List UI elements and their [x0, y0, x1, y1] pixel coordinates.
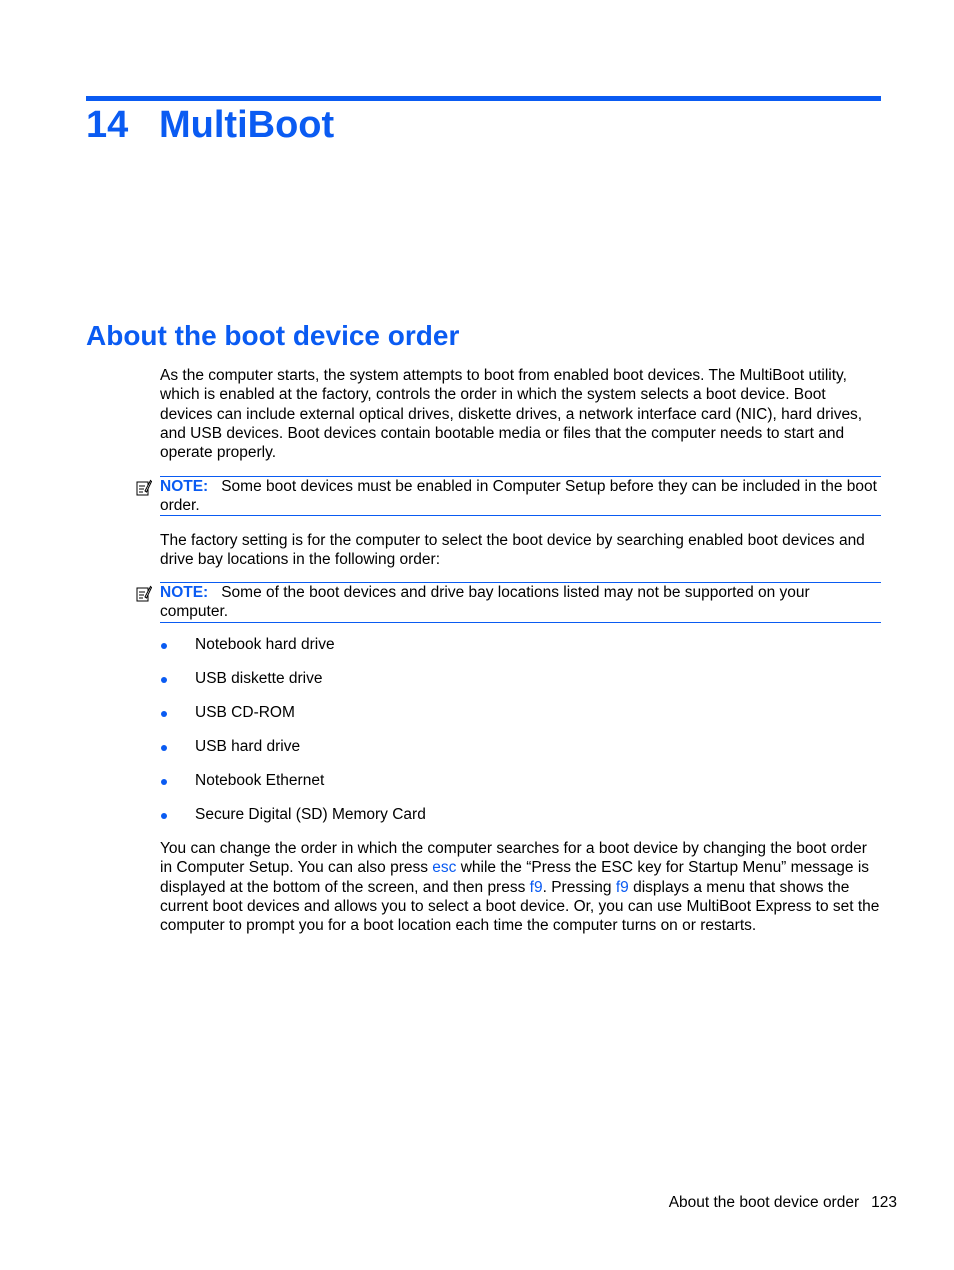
paragraph-text: You can change the order in which the computer searches for a boot device by changing the boot order in Computer Setup. You can also press	[160, 840, 867, 877]
factory-order-paragraph: The factory setting is for the computer to select the boot device by searching enabled boot devices and drive bay locations in the following order:	[160, 532, 865, 569]
boot-order-list	[160, 635, 860, 839]
change-order-paragraph	[160, 839, 882, 935]
list-item	[160, 771, 860, 805]
note-text: Some of the boot devices and drive bay locations listed may not be supported on your computer.	[160, 584, 810, 621]
chapter-name: MultiBoot	[159, 104, 335, 146]
list-item	[160, 635, 860, 669]
bullet-icon	[161, 643, 167, 649]
list-item-text: Notebook Ethernet	[195, 772, 325, 789]
chapter-title	[86, 101, 334, 149]
bullet-icon	[161, 677, 167, 683]
f9-key-link[interactable]: f9	[529, 878, 543, 896]
paragraph-text: while the “Press the ESC key for Startup Menu” message is displayed at the bottom of the screen, and then press	[160, 859, 870, 896]
list-item	[160, 703, 860, 737]
paragraph-text: displays a menu that shows the current boot devices and allows you to select a boot device. Or, you can use MultiBoot Express to set the computer to prompt you for a boot location each time the computer turns on or restarts.	[160, 878, 880, 935]
list-item-text: Notebook hard drive	[195, 636, 335, 653]
bullet-icon	[161, 779, 167, 785]
note-box	[160, 476, 881, 516]
list-item	[160, 737, 860, 771]
bullet-icon	[161, 711, 167, 717]
list-item-text: USB hard drive	[195, 738, 301, 755]
list-item-text: USB CD-ROM	[195, 704, 295, 721]
note-box	[160, 582, 881, 623]
intro-paragraph: As the computer starts, the system attempts to boot from enabled boot devices. The MultiBoot utility, which is enabled at the factory, controls the order in which the system selects a boot device. Boot devices can include external optical drives, diskette drives, a network interface card (NIC), hard drives, and USB devices. Boot devices contain bootable media or files that the computer needs to start and operate properly.	[160, 367, 863, 462]
bullet-icon	[161, 813, 167, 819]
footer-section-title: About the boot device order	[668, 1194, 860, 1211]
esc-key-link[interactable]: esc	[432, 859, 457, 877]
list-item	[160, 805, 860, 839]
section-title: About the boot device order	[86, 320, 460, 351]
note-text: Some boot devices must be enabled in Computer Setup before they can be included in the boot order.	[160, 478, 877, 515]
note-icon	[136, 585, 152, 603]
page-footer	[669, 1193, 897, 1213]
chapter-number: 14	[86, 104, 129, 146]
bullet-icon	[161, 745, 167, 751]
note-label: NOTE:	[160, 478, 209, 495]
note-label: NOTE:	[160, 584, 209, 601]
f9-key-link[interactable]: f9	[615, 878, 629, 896]
list-item-text: USB diskette drive	[195, 670, 323, 687]
page-number: 123	[871, 1194, 897, 1211]
list-item-text: Secure Digital (SD) Memory Card	[195, 806, 426, 823]
list-item	[160, 669, 860, 703]
paragraph-text: . Pressing	[542, 878, 616, 896]
note-icon	[136, 479, 152, 497]
